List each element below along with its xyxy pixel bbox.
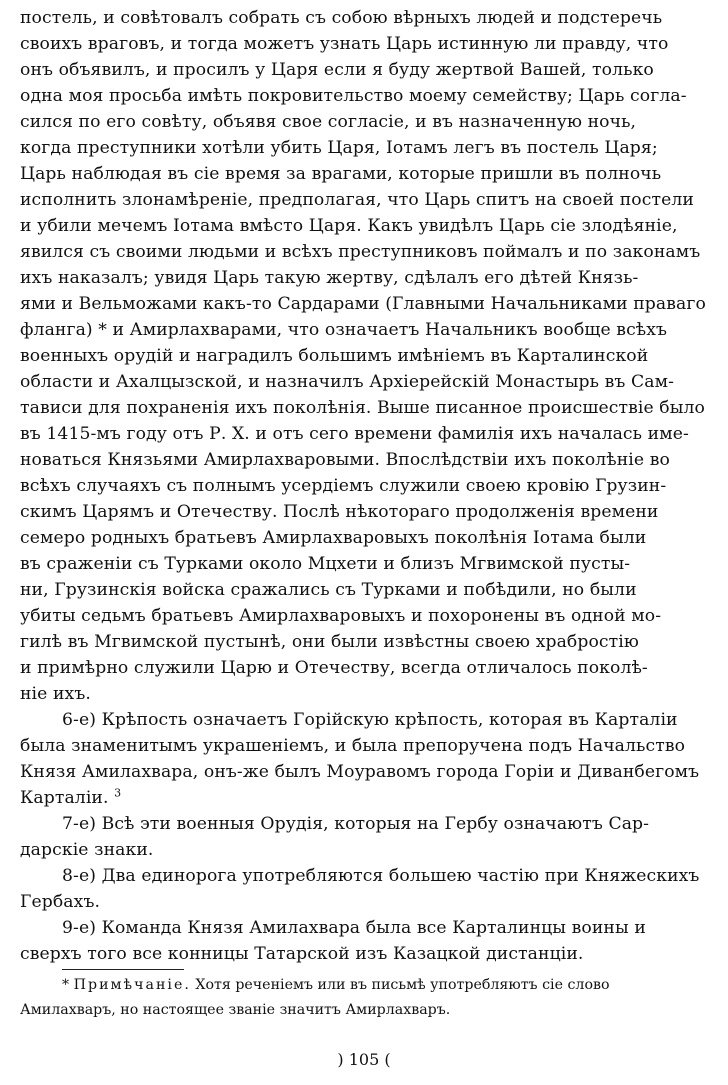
text-line: и убили мечемъ Іотама вмѣсто Царя. Какъ увидѣлъ Царь сіе злодѣяніе,	[20, 216, 678, 236]
text-line: въ сраженіи съ Турками около Мцхети и близъ Мгвимской пусты-	[20, 554, 631, 574]
footnote-label: Примѣчаніе.	[73, 977, 191, 993]
text-line: всѣхъ случаяхъ съ полнымъ усердіемъ служили своею кровію Грузин-	[20, 476, 667, 496]
paragraph-6-line: Князя Амилахвара, онъ-же былъ Моуравомъ города Горіи и Диванбегомъ	[20, 762, 700, 782]
text-line: ни, Грузинскія войска сражались съ Турками и побѣдили, но были	[20, 580, 637, 600]
main-text	[20, 5, 712, 967]
text-line: исполнить злонамѣреніе, предполагая, что Царь спитъ на своей постели	[20, 190, 694, 210]
text-line: онъ объявилъ, и просилъ у Царя если я буду жертвой Вашей, только	[20, 60, 654, 80]
text-line: въ 1415-мъ году отъ Р. Х. и отъ сего времени фамилія ихъ началась име-	[20, 424, 689, 444]
text-line: тависи для похраненія ихъ поколѣнія. Выше писанное происшествіе было	[20, 398, 705, 418]
paragraph-6-line	[20, 785, 712, 811]
text-line: постель, и совѣтовалъ собрать съ собою вѣрныхъ людей и подстеречь	[20, 8, 663, 28]
text-line: сился по его совѣту, объявя свое согласіе, и въ назначенную ночь,	[20, 112, 637, 132]
paragraph-7-line: дарскіе знаки.	[20, 840, 154, 860]
footnote-text: Хотя реченіемъ или въ письмѣ употребляютъ сіе слово	[190, 977, 610, 993]
text-line: убиты седьмъ братьевъ Амирлахваровыхъ и похоронены въ одной мо-	[20, 606, 662, 626]
text-line: фланга) * и Амирлахварами, что означаетъ Начальникъ вообще всѣхъ	[20, 320, 668, 340]
footnote-line	[20, 973, 712, 998]
text-line: когда преступники хотѣли убить Царя, Іотамъ легъ въ постель Царя;	[20, 138, 658, 158]
paragraph-8-line: 8-е) Два единорога употребляются большею частію при Княжескихъ	[62, 866, 700, 886]
text-line: и примѣрно служили Царю и Отечеству, всегда отличалось поколѣ-	[20, 658, 648, 678]
reference-marker: 3	[114, 786, 122, 800]
footnote	[20, 973, 712, 1023]
footnote-divider	[62, 969, 184, 970]
text-line: ніе ихъ.	[20, 684, 91, 704]
paragraph-9-line: 9-е) Команда Князя Амилахвара была все Карталинцы воины и	[62, 918, 646, 938]
text-line: новаться Князьями Амирлахваровыми. Впослѣдствіи ихъ поколѣніе во	[20, 450, 670, 470]
text-line: явился съ своими людьми и всѣхъ преступниковъ поймалъ и по законамъ	[20, 242, 701, 262]
paragraph-6-line: 6-е) Крѣпость означаетъ Горійскую крѣпость, которая въ Карталіи	[62, 710, 678, 730]
paragraph-7-line: 7-е) Всѣ эти военныя Орудія, которыя на Гербу означаютъ Сар-	[62, 814, 650, 834]
paragraph-8-line: Гербахъ.	[20, 892, 101, 912]
text-line: Царь наблюдая въ сіе время за врагами, которые пришли въ полночь	[20, 164, 662, 184]
footnote-marker: *	[62, 977, 70, 993]
text-line: семеро родныхъ братьевъ Амирлахваровыхъ поколѣнія Іотама были	[20, 528, 647, 548]
text-line: своихъ враговъ, и тогда можетъ узнать Царь истинную ли правду, что	[20, 34, 669, 54]
text-line: одна моя просьба имѣть покровительство моему семейству; Царь согла-	[20, 86, 687, 106]
text-line: ями и Вельможами какъ-то Сардарами (Главными Начальниками праваго	[20, 294, 706, 314]
text-line: скимъ Царямъ и Отечеству. Послѣ нѣкотораго продолженія времени	[20, 502, 659, 522]
paragraph-6-line: была знаменитымъ украшеніемъ, и была препоручена подъ Начальство	[20, 736, 686, 756]
text-line: ихъ наказалъ; увидя Царь такую жертву, сдѣлалъ его дѣтей Князь-	[20, 268, 639, 288]
text-line: военныхъ орудій и наградилъ большимъ имѣніемъ въ Карталинской	[20, 346, 649, 366]
text-line: области и Ахалцызской, и назначилъ Архіерейскій Монастырь въ Сам-	[20, 372, 674, 392]
text-line: гилѣ въ Мгвимской пустынѣ, они были извѣстны своею храбростію	[20, 632, 639, 652]
footnote-line: Амилахваръ, но настоящее званіе значитъ Амирлахваръ.	[20, 1002, 451, 1018]
paragraph-9-line: сверхъ того все конницы Татарской изъ Казацкой дистанціи.	[20, 944, 584, 964]
page-number: ) 105 (	[337, 1050, 391, 1069]
paragraph-6-last-text: Карталіи.	[20, 788, 109, 808]
